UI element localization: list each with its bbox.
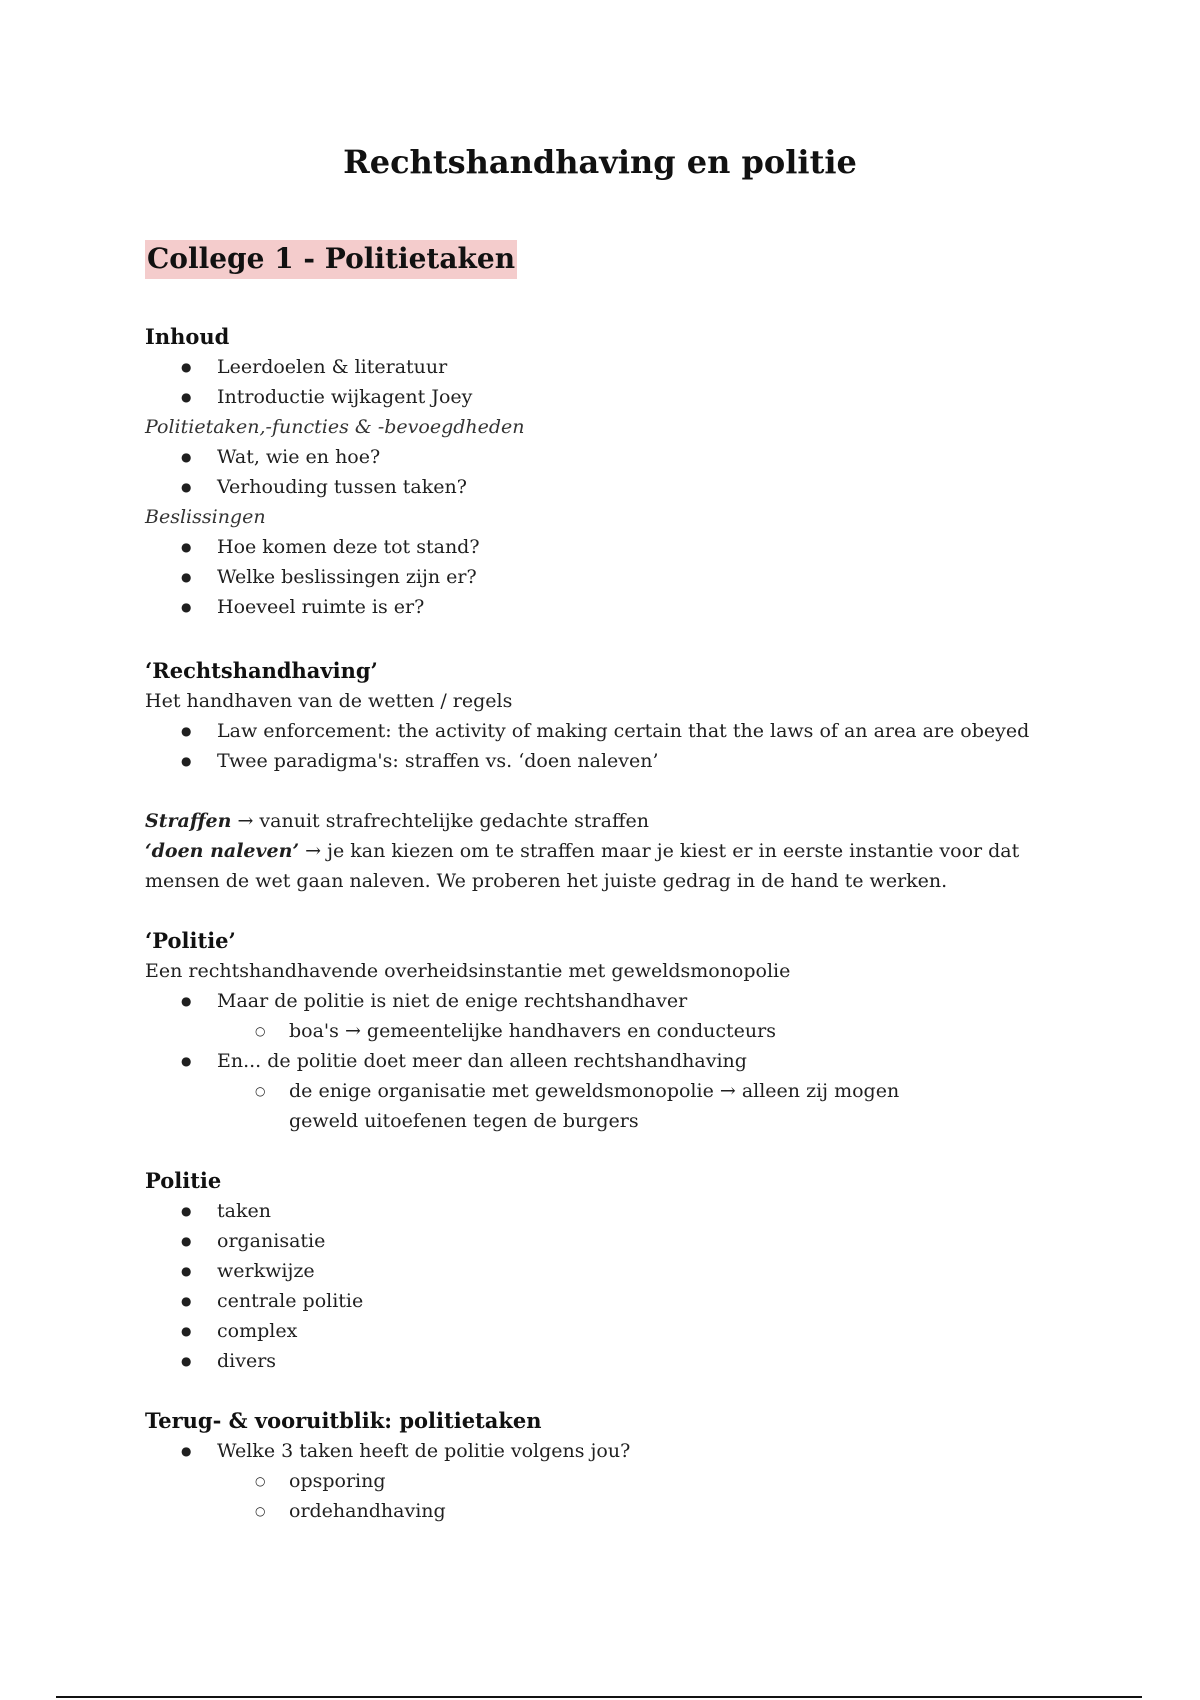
list-item: ● Hoeveel ruimte is er? <box>145 592 1095 622</box>
sublist <box>217 1076 1095 1136</box>
list-item: ● Welke beslissingen zijn er? <box>145 562 1095 592</box>
beslissingen-list <box>145 532 1095 622</box>
list-item: ● organisatie <box>145 1226 1095 1256</box>
inhoud-list <box>145 352 1095 412</box>
list-item: ● Law enforcement: the activity of making certain that the laws of an area are obeyed <box>145 716 1095 746</box>
section-heading-inhoud: Inhoud <box>145 324 230 349</box>
list-item: ● complex <box>145 1316 1095 1346</box>
list-item: ● werkwijze <box>145 1256 1095 1286</box>
list-item: ● centrale politie <box>145 1286 1095 1316</box>
section-heading-politie: Politie <box>145 1168 222 1193</box>
subheading-beslissingen: Beslissingen <box>145 506 266 528</box>
list-item: ● Twee paradigma's: straffen vs. ‘doen naleven’ <box>145 746 1095 776</box>
list-item <box>145 1436 1095 1526</box>
page-title: Rechtshandhaving en politie <box>343 143 857 181</box>
sublist <box>217 1016 1095 1046</box>
term-naleven: ‘doen naleven’ <box>145 840 300 862</box>
terug-list <box>145 1436 1095 1526</box>
sublist-item: ○ ordehandhaving <box>145 1496 1095 1526</box>
politie-def-list <box>145 986 1095 1136</box>
section-heading-rechtshandhaving: ‘Rechtshandhaving’ <box>145 658 378 683</box>
list-item-text: En... de politie doet meer dan alleen rechtshandhaving <box>217 1050 747 1072</box>
list-item: ● Introductie wijkagent Joey <box>145 382 1095 412</box>
college-heading: College 1 - Politietaken <box>145 240 517 279</box>
list-item <box>145 1046 1095 1136</box>
section-heading-politie-def: ‘Politie’ <box>145 928 236 953</box>
naleven-text: → je kan kiezen om te straffen maar je kiest er in eerste instantie voor dat mensen de wet gaan naleven. We proberen het juiste gedrag in de hand te werken. <box>145 840 1020 892</box>
list-item: ● Hoe komen deze tot stand? <box>145 532 1095 562</box>
rechtshandhaving-intro: Het handhaven van de wetten / regels <box>145 690 513 712</box>
sublist-item: ○ de enige organisatie met geweldsmonopolie → alleen zij mogen geweld uitoefenen tegen de burgers <box>145 1076 1095 1136</box>
footer-divider <box>56 1696 1142 1698</box>
sublist-item: ○ opsporing <box>145 1466 1095 1496</box>
list-item: ● Verhouding tussen taken? <box>145 472 1095 502</box>
politie-list <box>145 1196 1095 1376</box>
sublist <box>217 1466 1095 1526</box>
list-item: ● divers <box>145 1346 1095 1376</box>
politietaken-list <box>145 442 1095 502</box>
rechtshandhaving-list <box>145 716 1095 776</box>
straffen-text: → vanuit strafrechtelijke gedachte straffen <box>231 810 649 832</box>
naleven-line <box>145 836 1095 896</box>
sublist-item: ○ boa's → gemeentelijke handhavers en conducteurs <box>145 1016 1095 1046</box>
term-straffen: Straffen <box>145 810 232 832</box>
list-item-text: Welke 3 taken heeft de politie volgens jou? <box>217 1440 631 1462</box>
section-heading-terug: Terug- & vooruitblik: politietaken <box>145 1408 542 1433</box>
list-item: ● taken <box>145 1196 1095 1226</box>
document-body <box>145 322 1095 1526</box>
list-item <box>145 986 1095 1046</box>
list-item: ● Wat, wie en hoe? <box>145 442 1095 472</box>
subheading-politietaken: Politietaken,-functies & -bevoegdheden <box>145 416 525 438</box>
list-item-text: Maar de politie is niet de enige rechtshandhaver <box>217 990 688 1012</box>
straffen-line <box>145 806 1095 836</box>
politie-def-intro: Een rechtshandhavende overheidsinstantie met geweldsmonopolie <box>145 960 791 982</box>
list-item: ● Leerdoelen & literatuur <box>145 352 1095 382</box>
